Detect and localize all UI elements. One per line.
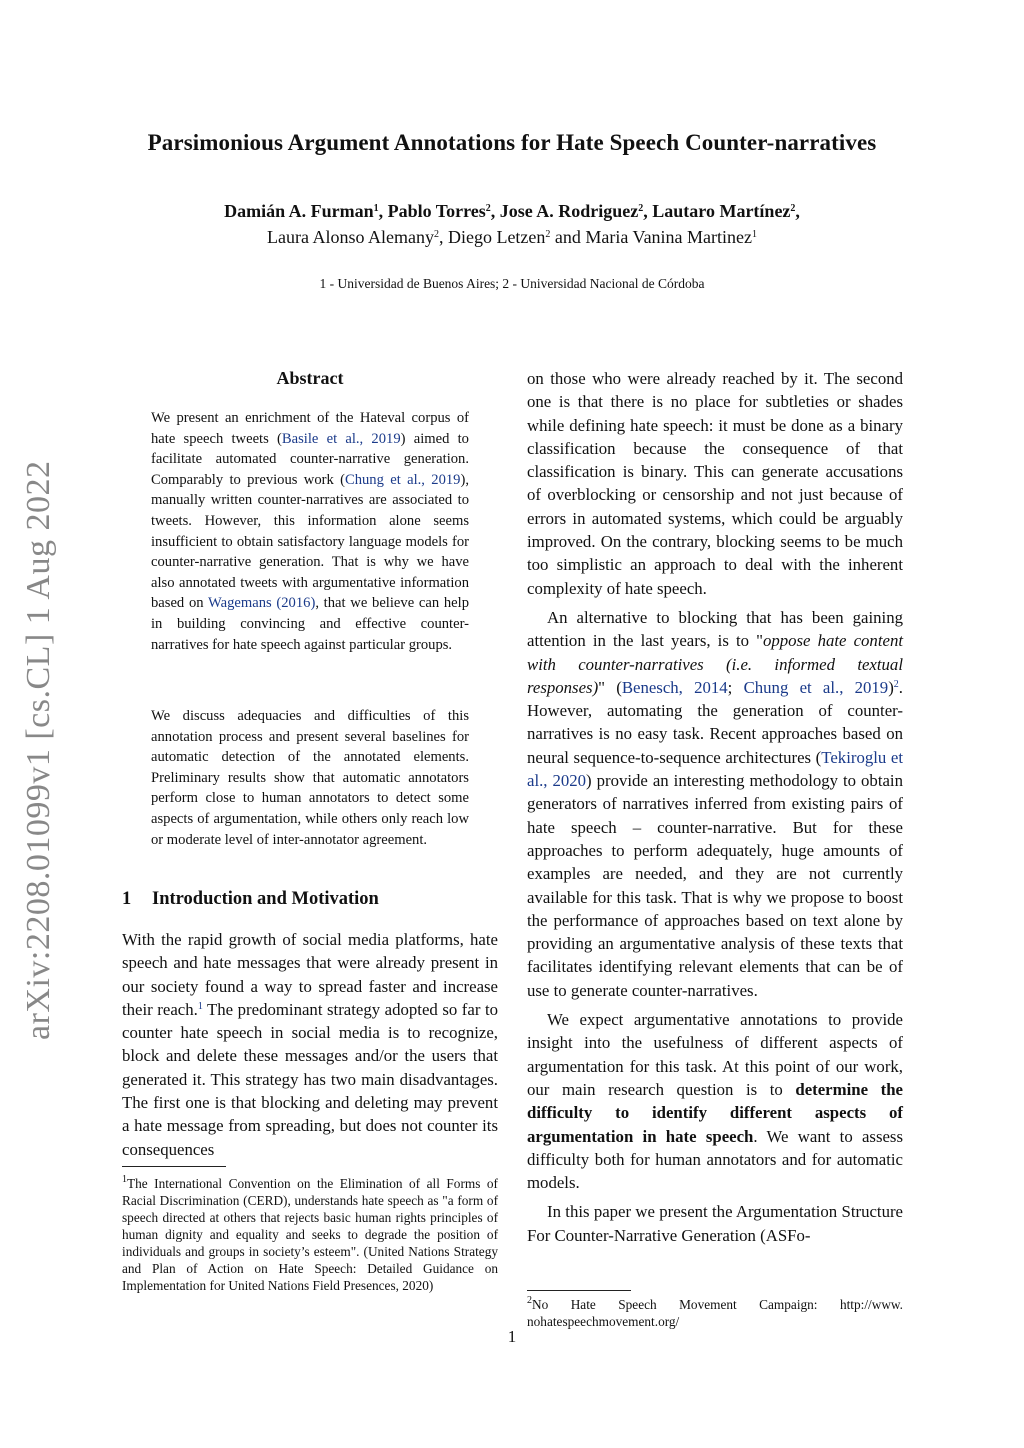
page-number: 1 xyxy=(507,1327,517,1346)
citation-link[interactable]: Tekiroglu et al., 2020 xyxy=(527,747,903,791)
section-title: Introduction and Motivation xyxy=(152,889,379,909)
footnote-divider xyxy=(527,1290,631,1291)
footnote-marker[interactable]: 1 xyxy=(197,1000,203,1012)
arxiv-identifier: arXiv:2208.01099v1 [cs.CL] 1 Aug 2022 xyxy=(20,460,57,1040)
author-list xyxy=(0,198,1024,250)
citation-link[interactable]: Benesch, 2014 xyxy=(621,677,728,697)
section-number: 1 xyxy=(122,889,132,909)
left-column-body: With the rapid growth of social media platforms, hate speech and hate messages that were already present in our society found a way to spread faster and increase their reach.$^1$ The predominant strategy adopted so far to counter hate speech in social media is to recognize, block and delete these messages and/or the users that generated it. This strategy has two main disadvantages. The first one is that blocking and deleting may prevent a hate message from spreading, but does not counter its consequences xyxy=(122,930,499,1159)
author-name: Maria Vanina Martinez xyxy=(585,227,753,247)
paper-title: Parsimonious Argument Annotations for Hate Speech Counter-narratives xyxy=(147,130,877,155)
paragraph: We expect argumentative annotations to provide insight into the usefulness of different aspects of argumentation for this task. At this point of our work, our main research question is to determine the difficulty to identify different aspects of argumentation in hate speech. We want to assess difficulty both for human annotators and for automatic models. xyxy=(527,1010,903,1193)
citation-link[interactable]: Wagemans (2016) xyxy=(208,595,316,612)
affiliations: 1 - Universidad de Buenos Aires; 2 - Universidad Nacional de Córdoba xyxy=(319,276,705,291)
author-line-2: Laura Alonso Alemany$^2$, Diego Letzen$^2$ and Maria Vanina Martinez$^1$ xyxy=(266,227,758,247)
abstract-paragraph-2: We discuss adequacies and difficulties of this annotation process and present several baselines for automatic detection of the annotated elements. Preliminary results show that automatic annotators perform close to human annotators to detect some aspects of argumentation, while others only reach low or moderate level of inter-annotator agreement. xyxy=(151,708,469,848)
paragraph: on those who were already reached by it. The second one is that there is no place for subtleties or shades while defining hate speech: it must be done as a binary classification because the consequence of that classification is binary. This can generate accusations of overblocking or censorship and not just because of errors in automated systems, which could be arguably improved. On the contrary, blocking seems to be much too simplistic an approach to deal with the inherent complexity of hate speech. xyxy=(527,369,903,598)
paragraph: In this paper we present the Argumentation Structure For Counter-Narrative Generation (ASFo- xyxy=(527,1202,903,1245)
footnote-marker[interactable]: 2 xyxy=(893,678,899,690)
paragraph: An alternative to blocking that has been gaining attention in the last years, is to "oppose hate content with counter-narratives (i.e. informed textual responses)" (Benesch, 2014; Chung et al., 2019)$^2$. However, automating the generation of counter-narratives is no easy task. Recent approaches based on neural sequence-to-sequence architectures (Tekiroglu et al., 2020) provide an interesting methodology to obtain generators of narratives inferred from existing pairs of hate speech – counter-narrative. But for these approaches to perform adequately, huge amounts of examples are needed, and they are not currently available for this task. That is why we propose to boost the performance of approaches based on text alone by providing an argumentative analysis of these texts that facilitates identifying relevant elements that can be of use to generate counter-narratives. xyxy=(527,607,903,1000)
citation-link[interactable]: Chung et al., 2019 xyxy=(344,471,461,488)
citation-link[interactable]: Basile et al., 2019 xyxy=(281,430,401,447)
abstract-heading: Abstract xyxy=(276,368,344,388)
footnote-divider xyxy=(122,1166,226,1167)
author-name: Jose A. Rodriguez xyxy=(499,201,639,221)
abstract-paragraph-1: We present an enrichment of the Hateval corpus of hate speech tweets (Basile et al., 2019) aimed to facilitate automated counter-narrative generation. Comparably to previous work (Chung et al., 2019), manually written counter-narratives are associated to tweets. However, this information alone seems insufficient to obtain satisfactory language models for counter-narrative generation. That is why we have also annotated tweets with argumentative information based on Wagemans (2016), that we believe can help in building convincing and effective counter-narratives for hate speech against particular groups. xyxy=(151,410,469,653)
author-name: Diego Letzen xyxy=(447,227,546,247)
author-name: Laura Alonso Alemany xyxy=(266,227,434,247)
footnote-1: $^1$The International Convention on the Elimination of all Forms of Racial Discrimination (CERD), understands hate speech as "a form of speech directed at others that rejects basic human rights principles of human dignity and equality and seeks to degrade the position of individuals and groups in society’s esteem". (United Nations Strategy and Plan of Action on Hate Speech: Detailed Guidance on Implementation for United Nations Field Presences, 2020) xyxy=(122,1174,498,1293)
citation-link[interactable]: Chung et al., 2019 xyxy=(743,677,889,697)
author-line-1: Damián A. Furman$^1$, Pablo Torres$^2$, Jose A. Rodriguez$^2$, Lautaro Martínez$^2$, xyxy=(224,201,800,221)
right-column-body xyxy=(527,367,903,1247)
author-name: Pablo Torres xyxy=(387,201,486,221)
author-name: Damián A. Furman xyxy=(224,201,374,221)
section-heading xyxy=(122,889,379,910)
author-name: Lautaro Martínez xyxy=(652,201,791,221)
footnote-2: $^2$No Hate Speech Movement Campaign: http://www. nohatespeechmovement.org/ xyxy=(527,1295,903,1329)
